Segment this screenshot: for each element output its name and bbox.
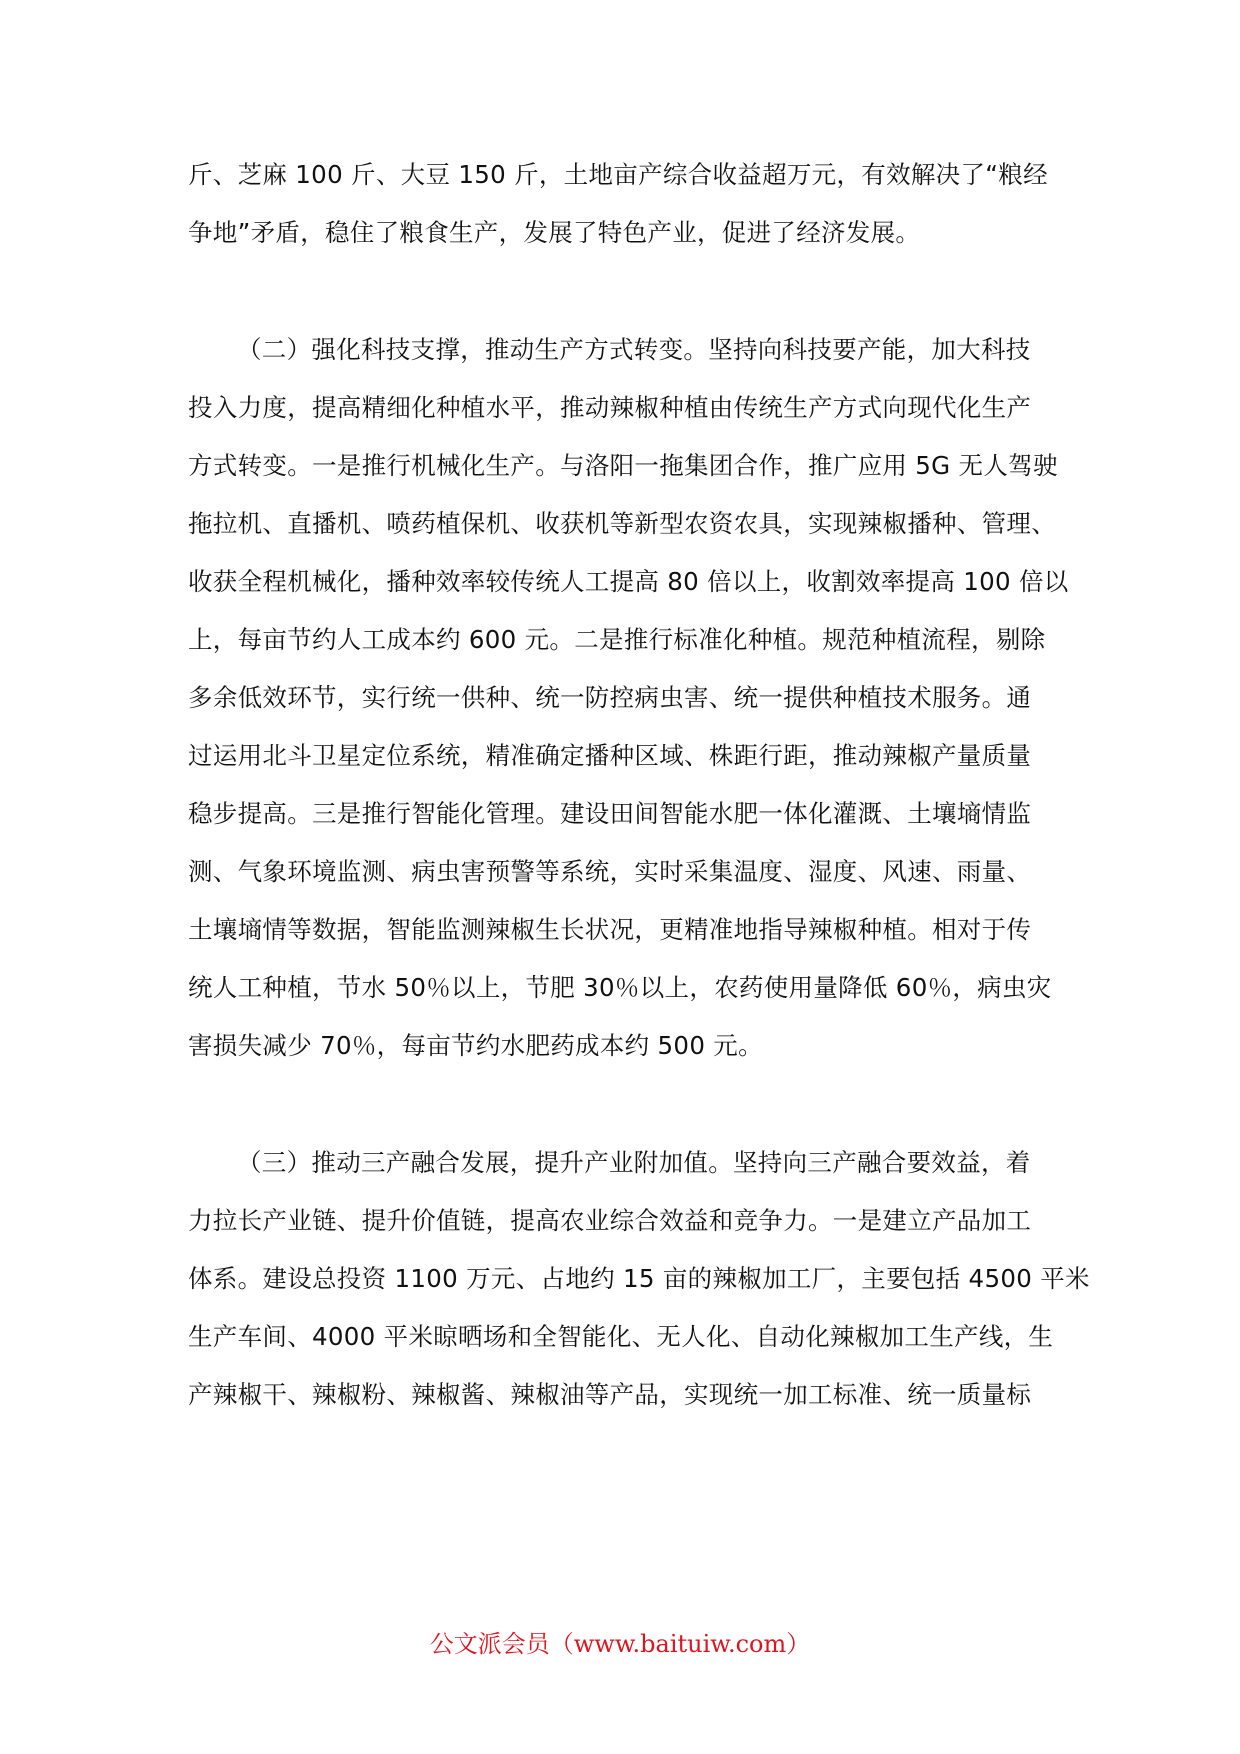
paragraph-line: 拖拉机、直播机、喷药植保机、收获机等新型农资农具，实现辣椒播种、管理、 bbox=[188, 509, 1056, 538]
paragraph-line: 力拉长产业链、提升价值链，提高农业综合效益和竞争力。一是建立产品加工 bbox=[188, 1206, 1032, 1235]
paragraph-line: 方式转变。一是推行机械化生产。与洛阳一拖集团合作，推广应用 5G 无人驾驶 bbox=[188, 451, 1058, 480]
paragraph-line: 害损失减少 70％，每亩节约水肥药成本约 500 元。 bbox=[188, 1031, 763, 1060]
paragraph-line: 生产车间、4000 平米晾晒场和全智能化、无人化、自动化辣椒加工生产线，生 bbox=[188, 1322, 1054, 1351]
paragraph-line: 统人工种植，节水 50％以上，节肥 30％以上，农药使用量降低 60％，病虫灾 bbox=[188, 973, 1052, 1002]
paragraph-line: 多余低效环节，实行统一供种、统一防控病虫害、统一提供种植技术服务。通 bbox=[188, 683, 1032, 712]
section-heading-line: （三）推动三产融合发展，提升产业附加值。坚持向三产融合要效益，着 bbox=[237, 1148, 1031, 1177]
paragraph-line: 争地”矛盾，稳住了粮食生产，发展了特色产业，促进了经济发展。 bbox=[188, 218, 921, 247]
paragraph-line: 体系。建设总投资 1100 万元、占地约 15 亩的辣椒加工厂，主要包括 4500 平米 bbox=[188, 1264, 1090, 1293]
footer-close-paren: ） bbox=[786, 1630, 811, 1658]
paragraph-line: 土壤墒情等数据，智能监测辣椒生长状况，更精准地指导辣椒种植。相对于传 bbox=[188, 915, 1032, 944]
paragraph-line: 投入力度，提高精细化种植水平，推动辣椒种植由传统生产方式向现代化生产 bbox=[188, 393, 1032, 422]
paragraph-line: 收获全程机械化，播种效率较传统人工提高 80 倍以上，收割效率提高 100 倍以 bbox=[188, 567, 1069, 596]
paragraph-line: 上，每亩节约人工成本约 600 元。二是推行标准化种植。规范种植流程，剔除 bbox=[188, 625, 1046, 654]
footer-url-link[interactable]: www.baituiw.com bbox=[573, 1630, 787, 1658]
paragraph-line: 斤、芝麻 100 斤、大豆 150 斤，土地亩产综合收益超万元，有效解决了“粮经 bbox=[188, 160, 1048, 189]
paragraph-line: 测、气象环境监测、病虫害预警等系统，实时采集温度、湿度、风速、雨量、 bbox=[188, 857, 1032, 886]
footer-brand: 公文派会员（ bbox=[429, 1630, 574, 1658]
paragraph-line: 稳步提高。三是推行智能化管理。建设田间智能水肥一体化灌溉、土壤墒情监 bbox=[188, 799, 1032, 828]
section-heading-line: （二）强化科技支撑，推动生产方式转变。坚持向科技要产能，加大科技 bbox=[237, 335, 1031, 364]
paragraph-line: 过运用北斗卫星定位系统，精准确定播种区域、株距行距，推动辣椒产量质量 bbox=[188, 741, 1032, 770]
paragraph-line: 产辣椒干、辣椒粉、辣椒酱、辣椒油等产品，实现统一加工标准、统一质量标 bbox=[188, 1380, 1032, 1409]
footer-watermark bbox=[0, 1626, 1240, 1662]
